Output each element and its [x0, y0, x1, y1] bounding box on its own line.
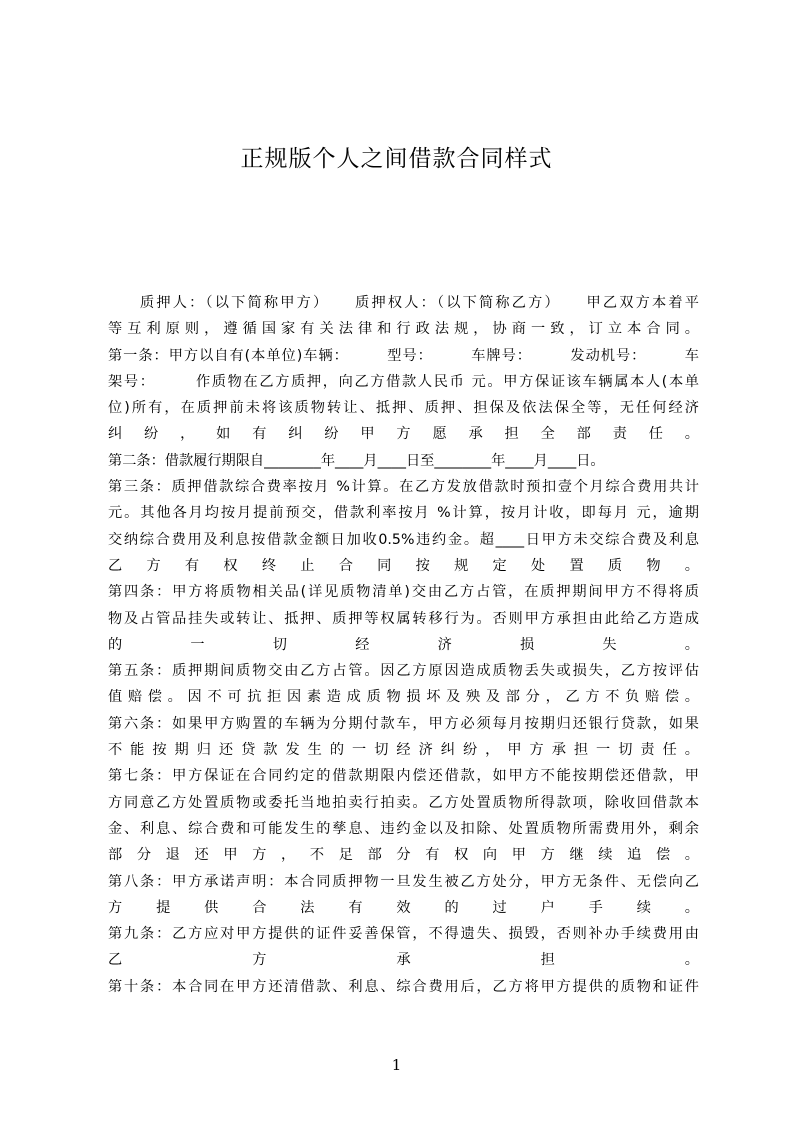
contract-line: 第四条：甲方将质物相关品(详见质物清单)交由乙方占管，在质押期间甲方不得将质 [108, 584, 699, 601]
contract-line: 第七条：甲方保证在合同约定的借款期限内偿还借款，如甲方不能按期偿还借款，甲 [108, 768, 699, 785]
contract-line: 第一条：甲方以自有(本单位)车辆： 型号： 车牌号： 发动机号： 车 [108, 347, 699, 364]
contract-line: 不能按期归还贷款发生的一切经济纠纷，甲方承担一切责任。 [108, 742, 699, 759]
contract-line: 第八条：甲方承诺声明：本合同质押物一旦发生被乙方处分，甲方无条件、无偿向乙 [108, 873, 699, 890]
contract-line: 交纳综合费用及利息按借款金额日加收0.5%违约金。超____日甲方未交综合费及利息 [108, 531, 699, 548]
contract-line: 第三条：质押借款综合费率按月 %计算。在乙方发放借款时预扣壹个月综合费用共计 [108, 479, 699, 496]
contract-line: 值赔偿。因不可抗拒因素造成质物损坏及殃及部分，乙方不负赔偿。 [108, 689, 699, 706]
contract-line: 第五条：质押期间质物交由乙方占管。因乙方原因造成质物丢失或损失，乙方按评估 [108, 663, 699, 680]
contract-line: 元。其他各月均按月提前预交，借款利率按月 %计算，按月计收，即每月 元，逾期 [108, 505, 699, 522]
contract-body [108, 290, 699, 1000]
contract-line: 乙 方 承 担 。 [108, 952, 699, 969]
contract-line: 的 一 切 经 济 损 失 。 [108, 636, 699, 653]
contract-line: 纠 纷 ， 如 有 纠 纷 甲 方 愿 承 担 全 部 责 任 。 [108, 426, 699, 443]
contract-line: 乙 方 有 权 终 止 合 同 按 规 定 处 置 质 物 。 [108, 557, 699, 574]
contract-line: 位)所有，在质押前未将该质物转让、抵押、质押、担保及依法保全等，无任何经济 [108, 400, 699, 417]
contract-line: 方 提 供 合 法 有 效 的 过 户 手 续 。 [108, 899, 699, 916]
contract-line: 金、利息、综合费和可能发生的孳息、违约金以及扣除、处置质物所需费用外，剩余 [108, 820, 699, 837]
contract-line: 方同意乙方处置质物或委托当地拍卖行拍卖。乙方处置质物所得款项，除收回借款本 [108, 794, 699, 811]
contract-line: 质押人：（以下简称甲方） 质押权人：（以下简称乙方） 甲乙双方本着平 [140, 295, 699, 311]
contract-line: 第六条：如果甲方购置的车辆为分期付款车，甲方必须每月按期归还银行贷款，如果 [108, 715, 699, 732]
document-title: 正规版个人之间借款合同样式 [240, 146, 553, 172]
contract-line: 架号： 作质物在乙方质押，向乙方借款人民币 元。甲方保证该车辆属本人(本单 [108, 373, 699, 390]
contract-line: 物及占管品挂失或转让、抵押、质押等权属转移行为。否则甲方承担由此给乙方造成 [108, 610, 699, 627]
contract-line: 第十条：本合同在甲方还清借款、利息、综合费用后，乙方将甲方提供的质物和证件 [108, 978, 699, 995]
page-number: 1 [391, 1056, 402, 1074]
contract-line: 第二条：借款履行期限自________年____月____日至________年____月____日。 [108, 452, 605, 469]
contract-line: 等互利原则，遵循国家有关法律和行政法规，协商一致，订立本合同。 [108, 321, 699, 338]
contract-line: 第九条：乙方应对甲方提供的证件妥善保管，不得遗失、损毁，否则补办手续费用由 [108, 926, 699, 943]
contract-line: 部 分 退 还 甲 方 ， 不 足 部 分 有 权 向 甲 方 继 续 追 偿 。 [108, 847, 699, 864]
